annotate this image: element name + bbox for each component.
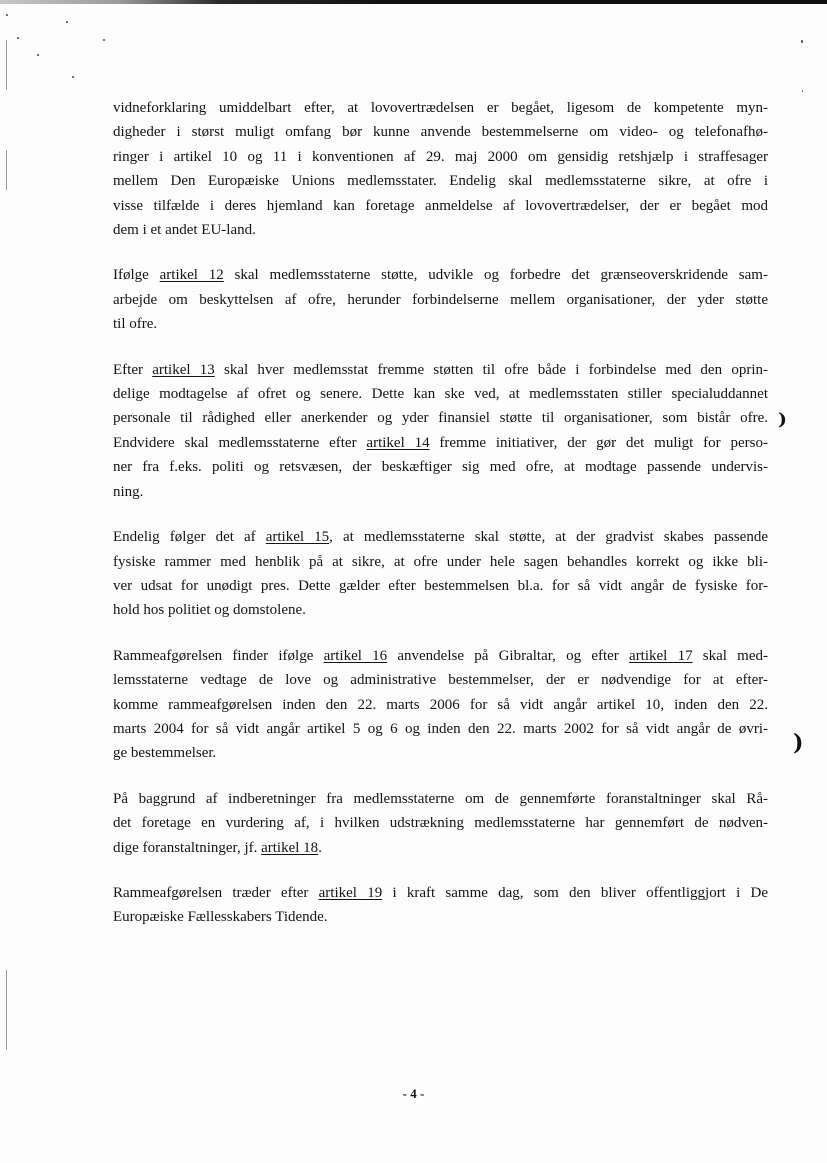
text-line [113,145,768,169]
text-line [113,382,768,406]
text-segment: ver udsat for unødigt pres. Dette gælder efter bestemmelsen bl.a. for så vidt angår de fysiske for- [113,577,768,594]
text-line [113,431,768,455]
text-line [113,406,768,430]
paragraph [113,787,768,860]
text-segment: Rammeafgørelsen finder ifølge [113,647,324,664]
article-reference: artikel 13 [152,361,215,378]
text-line [113,717,768,741]
scan-left-edge [6,150,7,190]
text-line [113,741,768,765]
text-line [113,194,768,218]
text-line [113,120,768,144]
text-line [113,881,768,905]
text-line [113,811,768,835]
article-reference: artikel 17 [629,647,693,664]
page-number: - 4 - [402,1086,425,1101]
text-line [113,263,768,287]
text-segment: delige modtagelse af ofret og senere. Dette kan ske ved, at medlemsstaten stiller specialuddannet [113,386,768,403]
article-reference: artikel 19 [318,884,383,901]
text-line [113,693,768,717]
text-line [113,525,768,549]
text-line [113,480,768,504]
text-segment: skal medlemsstaterne støtte, udvikle og forbedre det grænseoverskridende sam- [223,267,768,284]
text-line [113,218,768,242]
text-segment: . [318,839,322,856]
text-segment: marts 2004 for så vidt angår artikel 5 og 6 og inden den 22. marts 2002 for så vidt angår de øvri- [113,720,768,737]
text-line [113,668,768,692]
text-line [113,550,768,574]
text-segment: personale til rådighed eller anerkender og yder finansiel støtte til organisationer, som bistår ofre. [113,410,768,427]
text-segment: ringer i artikel 10 og 11 i konventionen af 29. maj 2000 om gensidig retshjælp i straffesager [113,148,768,165]
text-line [113,598,768,622]
text-line [113,96,768,120]
text-segment: anvendelse på Gibraltar, og efter [387,647,630,664]
text-line [113,358,768,382]
text-segment: Endelig følger det af [113,529,266,546]
text-segment: ner fra f.eks. politi og retsvæsen, der beskæftiger sig med ofre, at modtage passende undervis- [113,459,768,476]
text-segment: På baggrund af indberetninger fra medlemsstaterne om de gennemførte foranstaltninger skal Rå- [113,790,768,807]
scan-speck [802,90,803,92]
article-reference: artikel 12 [159,267,224,284]
text-line [113,312,768,336]
text-segment: lemsstaterne vedtage de love og administrative bestemmelser, der er nødvendige for at efter- [113,672,768,689]
scan-left-edge [6,970,7,1050]
text-segment: komme rammeafgørelsen inden den 22. marts 2006 for så vidt angår artikel 10, inden den 22. [113,696,768,713]
scan-speck [72,76,74,78]
text-segment: Ifølge [113,267,160,284]
document-body [113,96,768,951]
text-line [113,905,768,929]
text-line [113,169,768,193]
text-segment: visse tilfælde i deres hjemland kan foretage anmeldelse af lovovertrædelser, der er begået mod [113,197,768,214]
text-segment: hold hos politiet og domstolene. [113,602,306,619]
punch-hole-mark: ) [793,730,804,756]
text-segment: skal hver medlemsstat fremme støtten til ofre både i forbindelse med den oprin- [214,361,768,378]
article-reference: artikel 16 [323,647,388,664]
article-reference: artikel 18 [261,839,319,856]
paragraph [113,644,768,766]
text-segment: digheder i størst muligt omfang bør kunne anvende bestemmelserne om video- og telefonafhø- [113,124,768,141]
text-segment: ning. [113,483,144,500]
paragraph [113,358,768,504]
paragraph [113,525,768,623]
text-segment: Endvidere skal medlemsstaterne efter [113,434,367,451]
paragraph [113,96,768,242]
text-segment: fysiske rammer med henblik på at sikre, at ofre under hele sagen behandles korrekt og ikke bli- [113,553,768,570]
punch-hole-mark: ⁾ [778,408,787,443]
text-segment: til ofre. [113,316,158,333]
text-segment: skal med- [692,647,769,664]
text-segment: det foretage en vurdering af, i hvilken udstrækning medlemsstaterne har gennemført de nødven- [113,815,768,832]
scan-left-edge [6,40,7,90]
text-line [113,787,768,811]
text-segment: dige foranstaltninger, jf. [113,839,262,856]
scan-top-edge [0,0,827,4]
text-segment: arbejde om beskyttelsen af ofre, herunder forbindelserne mellem organisationer, der yder støtte [113,291,768,308]
text-segment: Efter [113,361,153,378]
text-segment: mellem Den Europæiske Unions medlemsstater. Endelig skal medlemsstaterne sikre, at ofre i [113,173,768,190]
paragraph [113,881,768,930]
text-segment: vidneforklaring umiddelbart efter, at lovovertrædelsen er begået, ligesom de kompetente myn- [113,100,768,116]
text-line [113,836,768,860]
scan-speck [801,40,803,43]
text-segment: i kraft samme dag, som den bliver offentliggjort i De [382,884,768,901]
paragraph [113,263,768,336]
text-segment: Europæiske Fællesskabers Tidende. [113,909,328,926]
text-line [113,644,768,668]
scan-speck [103,39,105,41]
scan-speck [37,54,39,56]
text-line [113,288,768,312]
text-segment: Rammeafgørelsen træder efter [113,884,319,901]
article-reference: artikel 15 [265,529,330,546]
text-segment: dem i et andet EU-land. [113,222,256,239]
text-line [113,574,768,598]
scan-speck [6,14,8,16]
scan-speck [17,37,19,39]
text-line [113,455,768,479]
article-reference: artikel 14 [366,434,430,451]
text-segment: ge bestemmelser. [113,745,217,762]
text-segment: , at medlemsstaterne skal støtte, at der gradvist skabes passende [329,529,768,546]
text-segment: fremme initiativer, der gør det muligt for perso- [429,434,768,451]
scan-speck [66,21,68,23]
